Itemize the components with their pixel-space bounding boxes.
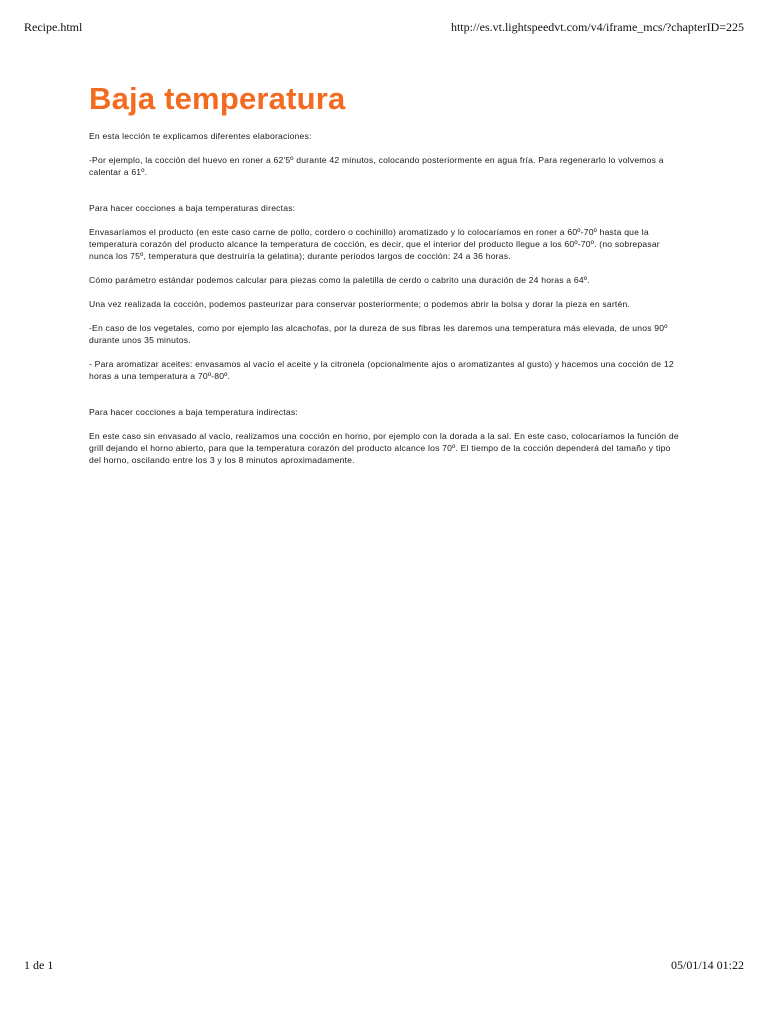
recipe-content [89, 80, 685, 466]
egg-cooking-paragraph: -Por ejemplo, la cocción del huevo en roner a 62'5º durante 42 minutos, colocando posteriormente en agua fría. Para regenerarlo lo volvemos a calentar a 61º. [89, 155, 664, 177]
print-header-url: http://es.vt.lightspeedvt.com/v4/iframe_mcs/?chapterID=225 [450, 20, 744, 34]
page-counter: 1 de 1 [24, 958, 54, 972]
aromatize-oils-paragraph: - Para aromatizar aceites: envasamos al vacío el aceite y la citronela (opcionalmente ajos o aromatizantes al gusto) y hacemos una cocción de 12 horas a una temperatura a 70º-80º. [89, 359, 674, 381]
print-timestamp: 05/01/14 01:22 [670, 958, 744, 972]
intro-paragraph: En esta lección te explicamos diferentes elaboraciones: [89, 131, 312, 141]
page-title: Baja temperatura [89, 81, 346, 116]
direct-cooking-heading: Para hacer cocciones a baja temperaturas directas: [89, 203, 296, 213]
standard-parameter-paragraph: Cómo parámetro estándar podemos calcular para piezas como la paletilla de cerdo o cabrito una duración de 24 horas a 64º. [89, 275, 590, 285]
direct-cooking-paragraph: Envasaríamos el producto (en este caso carne de pollo, cordero o cochinillo) aromatizado y lo colocaríamos en roner a 60º-70º hasta que la temperatura corazón del producto alcance la temperatura de cocción, es decir, que el interior del producto llegue a los 60º-70º. (no sobrepasar nunca los 75º, temperatura que destruiría la gelatina); durante periodos largos de cocción: 24 a 36 horas. [89, 227, 660, 261]
pasteurize-paragraph: Una vez realizada la cocción, podemos pasteurizar para conservar posteriormente; o podemos abrir la bolsa y dorar la pieza en sartén. [89, 299, 631, 309]
print-header-filename: Recipe.html [24, 20, 83, 34]
indirect-cooking-heading: Para hacer cocciones a baja temperatura indirectas: [89, 407, 298, 417]
indirect-cooking-paragraph: En este caso sin envasado al vacío, realizamos una cocción en horno, por ejemplo con la dorada a la sal. En este caso, colocaríamos la función de grill dejando el horno abierto, para que la temperatura corazón del producto alcance los 70º. El tiempo de la cocción dependerá del tamaño y tipo del horno, oscilando entre los 3 y los 8 minutos aproximadamente. [89, 431, 679, 465]
vegetables-paragraph: -En caso de los vegetales, como por ejemplo las alcachofas, por la dureza de sus fibras les daremos una temperatura más elevada, de unos 90º durante unos 35 minutos. [89, 323, 668, 345]
